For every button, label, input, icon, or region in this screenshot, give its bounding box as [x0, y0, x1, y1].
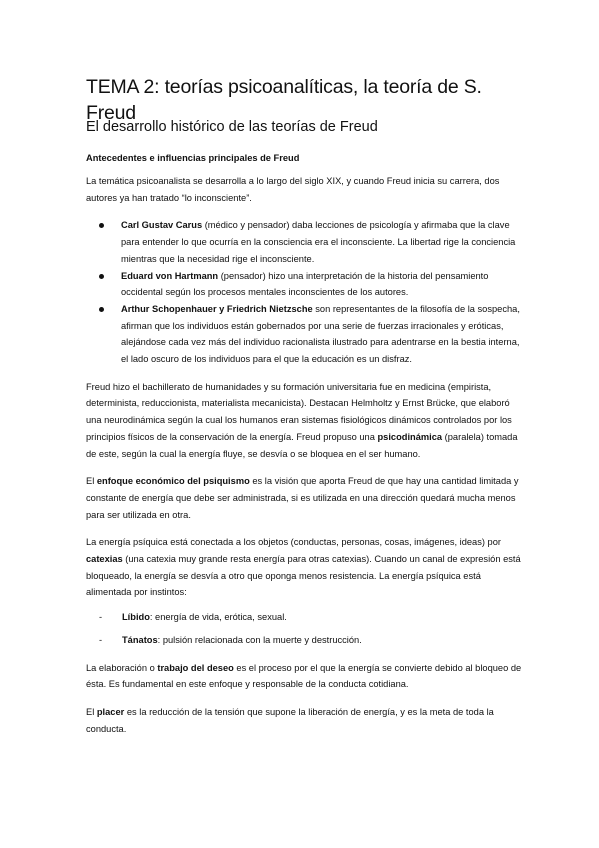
- paragraph-text: es la reducción de la tensión que supone la liberación de energía, y es la meta de toda la conducta.: [86, 706, 494, 734]
- key-term: enfoque económico del psiquismo: [96, 476, 250, 487]
- energia-paragraph: [86, 534, 522, 601]
- key-term: psicodinámica: [377, 431, 443, 442]
- list-item: [99, 268, 522, 301]
- list-item: [86, 609, 522, 626]
- author-name: Arthur Schopenhauer y Friedrich Nietzsche: [121, 303, 313, 314]
- document-title: TEMA 2: teorías psicoanalíticas, la teoría de S. Freud: [86, 76, 482, 124]
- list-item: [99, 217, 522, 267]
- author-name: Carl Gustav Carus: [121, 220, 203, 231]
- section-title: El desarrollo histórico de las teorías de Freud: [86, 119, 378, 135]
- subsection-heading: Antecedentes e influencias principales de Freud: [86, 153, 300, 163]
- document-body: [86, 173, 522, 748]
- list-item-text: (médico y pensador) daba lecciones de psicología y afirmaba que la clave para entender lo que ocurría en la consciencia era el inconsciente. La libertad rige la conciencia mientras que la necesidad rige el inconsciente.: [121, 220, 516, 264]
- list-item-text: : energía de vida, erótica, sexual.: [149, 612, 287, 623]
- list-item: [99, 301, 522, 368]
- key-term: Tánatos: [122, 634, 158, 645]
- paragraph-text: La elaboración o: [86, 662, 158, 673]
- dash-marker: -: [99, 612, 103, 623]
- freud-paragraph: [86, 379, 522, 463]
- paragraph-text: La energía psíquica está conectada a los objetos (conductas, personas, cosas, imágenes, ideas) por: [86, 537, 501, 548]
- paragraph-text: El: [86, 476, 97, 487]
- instincts-list: [86, 609, 522, 648]
- enfoque-paragraph: [86, 473, 522, 523]
- author-name: Eduard von Hartmann: [121, 270, 219, 281]
- bullet-icon: [99, 307, 104, 312]
- list-item-text: (pensador) hizo una interpretación de la historia del pensamiento occidental según los procesos mentales inconscientes de los autores.: [121, 270, 489, 298]
- paragraph-text: es la visión que aporta Freud de que hay una cantidad limitada y constante de energía que debe ser administrada, si es utilizada en una dirección quedará mucha menos para ser utilizada en otra.: [86, 476, 519, 520]
- key-term: Líbido: [122, 612, 150, 623]
- key-term: trabajo del deseo: [157, 662, 234, 673]
- placer-paragraph: [86, 704, 522, 737]
- bullet-icon: [99, 223, 104, 228]
- list-item-text: son representantes de la filosofía de la sospecha, afirman que los individuos están gobernados por una serie de fuerzas irracionales y eróticas, alejándose cada vez más del individuo racionalista ilustrado para adentrarse en la bestia interna, el lado oscuro de los individuos para el que la educación es un disfraz.: [121, 303, 520, 365]
- list-item-text: : pulsión relacionada con la muerte y destrucción.: [157, 634, 362, 645]
- paragraph-text: El: [86, 706, 97, 717]
- intro-paragraph: La temática psicoanalista se desarrolla a lo largo del siglo XIX, y cuando Freud inicia su carrera, dos autores ya han tratado “lo inconsciente”.: [86, 176, 500, 203]
- paragraph-text: Freud hizo el bachillerato de humanidades y su formación universitaria fue en medicina (empirista, determinista, reduccionista, materialista mecanicista). Destacan Helmholtz y Ernst Brücke, que elaboró una neurodinámica según la cual los humanos eran sistemas fisiológicos dinámicos controlados por los principios físicos de la conservación de la energía. Freud propuso una: [86, 381, 512, 442]
- paragraph-text: es el proceso por el que la energía se convierte debido al bloqueo de ésta. Es fundamental en este enfoque y responsable de la conducta cotidiana.: [86, 662, 522, 690]
- dash-marker: -: [99, 634, 103, 645]
- influences-list: [86, 217, 522, 367]
- paragraph-text: (paralela) tomada de este, según la cual la energía fluye, se desvía o se bloquea en el ser humano.: [86, 431, 518, 459]
- deseo-paragraph: [86, 660, 522, 693]
- key-term: placer: [96, 706, 125, 717]
- list-item: [86, 632, 522, 649]
- paragraph-text: (una catexia muy grande resta energía para otras catexias). Cuando un canal de expresión está bloqueado, la energía se desvía a otro que oponga menos resistencia. La energía psíquica está alimentada por instintos:: [86, 554, 521, 598]
- key-term: catexias: [86, 554, 123, 565]
- bullet-icon: [99, 274, 104, 279]
